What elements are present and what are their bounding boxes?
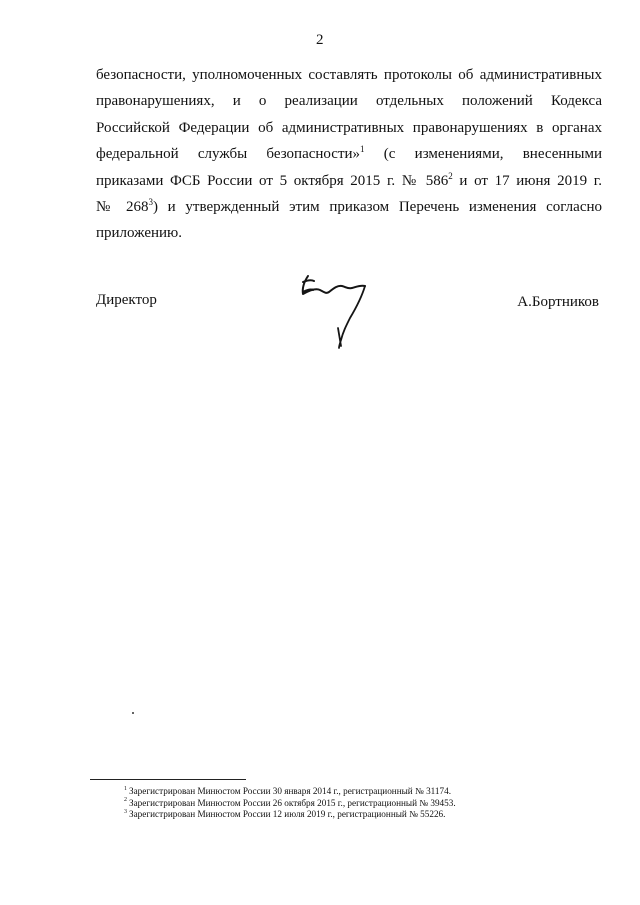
footnote-2 (124, 798, 594, 810)
handwritten-signature (294, 268, 384, 354)
body-line-4-text-a: федеральной службы безопасности» (96, 146, 361, 163)
body-line-5-text-a: приказами ФСБ России от 5 октября 2015 г. № 586 (96, 172, 449, 189)
footnote-1-marker: 1 (124, 785, 127, 792)
footnote-ref-1: 1 (360, 144, 365, 155)
footnote-ref-3: 3 (148, 196, 153, 207)
footnote-1-text: Зарегистрирован Минюстом России 30 января 2014 г., регистрационный № 31174. (129, 786, 452, 796)
signatory-title: Директор (96, 292, 157, 308)
footnote-3-text: Зарегистрирован Минюстом России 12 июля 2019 г., регистрационный № 55226. (129, 809, 446, 819)
body-line-3: Российской Федерации об административных правонарушениях в органах (96, 119, 602, 136)
signatory-name: А.Бортников (517, 294, 599, 310)
footnotes (124, 786, 594, 821)
body-line-5-text-b: и от 17 июня 2019 г. (452, 172, 602, 189)
footnote-2-text: Зарегистрирован Минюстом России 26 октября 2015 г., регистрационный № 39453. (129, 797, 456, 808)
page-number: 2 (316, 32, 324, 48)
body-line-6-text-b: ) и утвержденный этим приказом Перечень изменения согласно (152, 198, 603, 215)
footnote-3-marker: 3 (124, 808, 127, 815)
footnote-ref-2: 2 (448, 170, 453, 181)
scan-speck (132, 712, 134, 714)
footnote-1 (124, 786, 594, 798)
body-line-4-text-b: (с изменениями, внесенными (364, 146, 603, 163)
body-line-4 (96, 141, 602, 167)
footnote-divider (90, 779, 246, 780)
body-line-1: безопасности, уполномоченных составлять протоколы об административных (96, 67, 602, 83)
body-line-5 (96, 168, 602, 194)
signature-block (96, 292, 602, 352)
footnote-3 (124, 809, 594, 821)
body-line-2: правонарушениях, и о реализации отдельных положений Кодекса (96, 93, 602, 110)
footnote-2-marker: 2 (124, 797, 127, 804)
body-line-7: приложению. (96, 225, 183, 242)
body-line-6-text-a: № 268 (96, 198, 149, 215)
body-paragraph (96, 62, 602, 247)
body-line-6 (96, 194, 602, 220)
